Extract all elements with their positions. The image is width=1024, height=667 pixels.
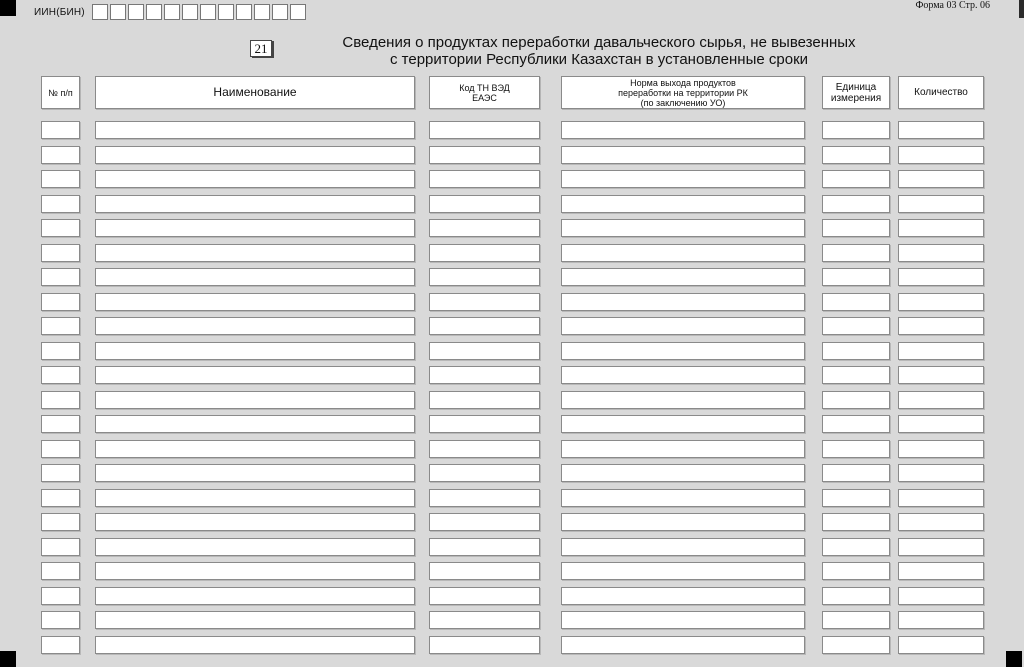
table-cell-qty[interactable]: [898, 366, 984, 384]
table-cell-code[interactable]: [429, 244, 540, 262]
section-title: [284, 34, 914, 68]
table-cell-qty[interactable]: [898, 538, 984, 556]
table-cell-name[interactable]: [95, 440, 415, 458]
registration-mark-bottom-left: [0, 651, 16, 667]
table-cell-unit[interactable]: [822, 293, 890, 311]
iin-digit-cell[interactable]: [164, 4, 180, 20]
table-cell-unit[interactable]: [822, 587, 890, 605]
column-header-name-label: Наименование: [213, 85, 297, 99]
table-cell-num[interactable]: [41, 440, 80, 458]
table-cell-qty[interactable]: [898, 244, 984, 262]
column-header-num: [41, 76, 80, 109]
column-header-code-line: ЕАЭС: [472, 92, 497, 103]
table-cell-num[interactable]: [41, 513, 80, 531]
table-cell-num[interactable]: [41, 415, 80, 433]
table-cell-unit[interactable]: [822, 317, 890, 335]
table-cell-unit[interactable]: [822, 391, 890, 409]
table-cell-unit[interactable]: [822, 538, 890, 556]
table-cell-qty[interactable]: [898, 440, 984, 458]
table-cell-num[interactable]: [41, 195, 80, 213]
iin-digit-cell[interactable]: [236, 4, 252, 20]
column-header-qty-label: Количество: [914, 87, 968, 98]
table-cell-name[interactable]: [95, 317, 415, 335]
table-cell-norm[interactable]: [561, 440, 805, 458]
table-cell-name[interactable]: [95, 636, 415, 654]
table-cell-num[interactable]: [41, 244, 80, 262]
iin-digit-cell[interactable]: [182, 4, 198, 20]
table-cell-norm[interactable]: [561, 611, 805, 629]
table-cell-norm[interactable]: [561, 121, 805, 139]
table-cell-code[interactable]: [429, 636, 540, 654]
table-cell-unit[interactable]: [822, 195, 890, 213]
table-cell-code[interactable]: [429, 562, 540, 580]
table-cell-qty[interactable]: [898, 170, 984, 188]
table-cell-code[interactable]: [429, 391, 540, 409]
column-header-name: [95, 76, 415, 109]
table-cell-code[interactable]: [429, 538, 540, 556]
iin-digit-cell[interactable]: [128, 4, 144, 20]
table-cell-num[interactable]: [41, 636, 80, 654]
table-cell-name[interactable]: [95, 538, 415, 556]
table-cell-unit[interactable]: [822, 342, 890, 360]
table-cell-num[interactable]: [41, 342, 80, 360]
table-cell-num[interactable]: [41, 562, 80, 580]
table-cell-unit[interactable]: [822, 366, 890, 384]
table-cell-code[interactable]: [429, 415, 540, 433]
table-cell-name[interactable]: [95, 489, 415, 507]
iin-digit-cell[interactable]: [272, 4, 288, 20]
table-cell-code[interactable]: [429, 317, 540, 335]
section-title-line-2: с территории Республики Казахстан в установленные сроки: [389, 51, 809, 68]
table-cell-code[interactable]: [429, 366, 540, 384]
table-cell-norm[interactable]: [561, 415, 805, 433]
column-header-code-line: Код ТН ВЭД: [459, 82, 510, 93]
table-cell-qty[interactable]: [898, 146, 984, 164]
column-header-code: [429, 76, 540, 109]
table-cell-qty[interactable]: [898, 317, 984, 335]
column-header-qty: [898, 76, 984, 109]
table-cell-norm[interactable]: [561, 268, 805, 286]
table-cell-qty[interactable]: [898, 636, 984, 654]
table-cell-norm[interactable]: [561, 538, 805, 556]
table-cell-name[interactable]: [95, 219, 415, 237]
table-cell-num[interactable]: [41, 146, 80, 164]
table-cell-unit[interactable]: [822, 611, 890, 629]
table-cell-unit[interactable]: [822, 464, 890, 482]
table-cell-name[interactable]: [95, 587, 415, 605]
table-cell-norm[interactable]: [561, 219, 805, 237]
table-cell-unit[interactable]: [822, 244, 890, 262]
column-header-norm-line: (по заключению УО): [640, 97, 726, 108]
table-cell-norm[interactable]: [561, 636, 805, 654]
table-cell-unit[interactable]: [822, 268, 890, 286]
table-cell-qty[interactable]: [898, 342, 984, 360]
table-cell-norm[interactable]: [561, 195, 805, 213]
table-cell-name[interactable]: [95, 513, 415, 531]
table-cell-code[interactable]: [429, 146, 540, 164]
table-cell-name[interactable]: [95, 342, 415, 360]
table-cell-unit[interactable]: [822, 562, 890, 580]
table-cell-unit[interactable]: [822, 636, 890, 654]
table-cell-qty[interactable]: [898, 268, 984, 286]
table-cell-code[interactable]: [429, 440, 540, 458]
table-cell-num[interactable]: [41, 317, 80, 335]
table-cell-unit[interactable]: [822, 513, 890, 531]
table-cell-num[interactable]: [41, 268, 80, 286]
table-cell-num[interactable]: [41, 464, 80, 482]
registration-mark-top-left: [0, 0, 16, 16]
table-cell-name[interactable]: [95, 464, 415, 482]
table-cell-qty[interactable]: [898, 415, 984, 433]
table-cell-unit[interactable]: [822, 170, 890, 188]
table-cell-code[interactable]: [429, 513, 540, 531]
table-cell-code[interactable]: [429, 170, 540, 188]
table-cell-unit[interactable]: [822, 489, 890, 507]
table-cell-norm[interactable]: [561, 146, 805, 164]
table-cell-qty[interactable]: [898, 562, 984, 580]
table-cell-qty[interactable]: [898, 611, 984, 629]
table-cell-code[interactable]: [429, 293, 540, 311]
table-cell-name[interactable]: [95, 611, 415, 629]
table-cell-unit[interactable]: [822, 415, 890, 433]
table-cell-unit[interactable]: [822, 219, 890, 237]
table-cell-norm[interactable]: [561, 587, 805, 605]
column-header-unit-line: измерения: [830, 92, 882, 104]
table-cell-num[interactable]: [41, 611, 80, 629]
column-header-norm-line: переработки на территории РК: [618, 87, 748, 98]
table-cell-qty[interactable]: [898, 513, 984, 531]
table-cell-code[interactable]: [429, 611, 540, 629]
table-cell-qty[interactable]: [898, 293, 984, 311]
table-cell-name[interactable]: [95, 268, 415, 286]
column-header-unit-line: Единица: [835, 81, 877, 93]
table-cell-code[interactable]: [429, 195, 540, 213]
table-cell-norm[interactable]: [561, 562, 805, 580]
iin-digit-cell[interactable]: [218, 4, 234, 20]
iin-label: ИИН(БИН): [34, 7, 85, 18]
table-cell-name[interactable]: [95, 195, 415, 213]
table-cell-norm[interactable]: [561, 317, 805, 335]
table-cell-name[interactable]: [95, 366, 415, 384]
table-cell-num[interactable]: [41, 391, 80, 409]
table-cell-name[interactable]: [95, 170, 415, 188]
table-cell-qty[interactable]: [898, 391, 984, 409]
iin-input[interactable]: [92, 4, 308, 20]
table-cell-code[interactable]: [429, 121, 540, 139]
table-cell-qty[interactable]: [898, 195, 984, 213]
table-cell-code[interactable]: [429, 268, 540, 286]
table-cell-num[interactable]: [41, 587, 80, 605]
table-cell-code[interactable]: [429, 342, 540, 360]
table-cell-name[interactable]: [95, 146, 415, 164]
iin-digit-cell[interactable]: [92, 4, 108, 20]
table-cell-norm[interactable]: [561, 366, 805, 384]
table-cell-num[interactable]: [41, 538, 80, 556]
column-header-unit: [822, 76, 890, 109]
section-number: 21: [250, 40, 272, 57]
column-header-norm: [561, 76, 805, 109]
iin-digit-cell[interactable]: [200, 4, 216, 20]
table-cell-code[interactable]: [429, 464, 540, 482]
table-cell-norm[interactable]: [561, 293, 805, 311]
table-cell-qty[interactable]: [898, 464, 984, 482]
table-cell-name[interactable]: [95, 244, 415, 262]
table-cell-name[interactable]: [95, 293, 415, 311]
column-header-norm-line: Норма выхода продуктов: [630, 77, 736, 88]
table-cell-norm[interactable]: [561, 391, 805, 409]
table-cell-num[interactable]: [41, 219, 80, 237]
table-cell-norm[interactable]: [561, 170, 805, 188]
table-cell-code[interactable]: [429, 587, 540, 605]
table-cell-norm[interactable]: [561, 244, 805, 262]
table-cell-qty[interactable]: [898, 121, 984, 139]
table-cell-norm[interactable]: [561, 464, 805, 482]
registration-mark-bottom-right: [1006, 651, 1022, 667]
table-cell-name[interactable]: [95, 391, 415, 409]
iin-digit-cell[interactable]: [146, 4, 162, 20]
table-cell-norm[interactable]: [561, 513, 805, 531]
table-cell-unit[interactable]: [822, 146, 890, 164]
section-title-line-1: Сведения о продуктах переработки давальческого сырья, не вывезенных: [342, 34, 856, 51]
form-reference: Форма 03 Стр. 06: [915, 0, 990, 11]
table-cell-qty[interactable]: [898, 587, 984, 605]
table-cell-qty[interactable]: [898, 219, 984, 237]
table-cell-name[interactable]: [95, 562, 415, 580]
table-cell-code[interactable]: [429, 489, 540, 507]
table-cell-unit[interactable]: [822, 121, 890, 139]
registration-mark-top-right: [1019, 0, 1024, 18]
table-cell-qty[interactable]: [898, 489, 984, 507]
table-cell-norm[interactable]: [561, 489, 805, 507]
table-cell-num[interactable]: [41, 121, 80, 139]
table-cell-unit[interactable]: [822, 440, 890, 458]
iin-digit-cell[interactable]: [290, 4, 306, 20]
iin-digit-cell[interactable]: [254, 4, 270, 20]
table-cell-num[interactable]: [41, 293, 80, 311]
column-header-num-label: № п/п: [48, 87, 73, 98]
table-cell-code[interactable]: [429, 219, 540, 237]
table-cell-name[interactable]: [95, 415, 415, 433]
table-cell-name[interactable]: [95, 121, 415, 139]
table-cell-num[interactable]: [41, 489, 80, 507]
table-cell-num[interactable]: [41, 366, 80, 384]
iin-digit-cell[interactable]: [110, 4, 126, 20]
table-cell-num[interactable]: [41, 170, 80, 188]
table-cell-norm[interactable]: [561, 342, 805, 360]
